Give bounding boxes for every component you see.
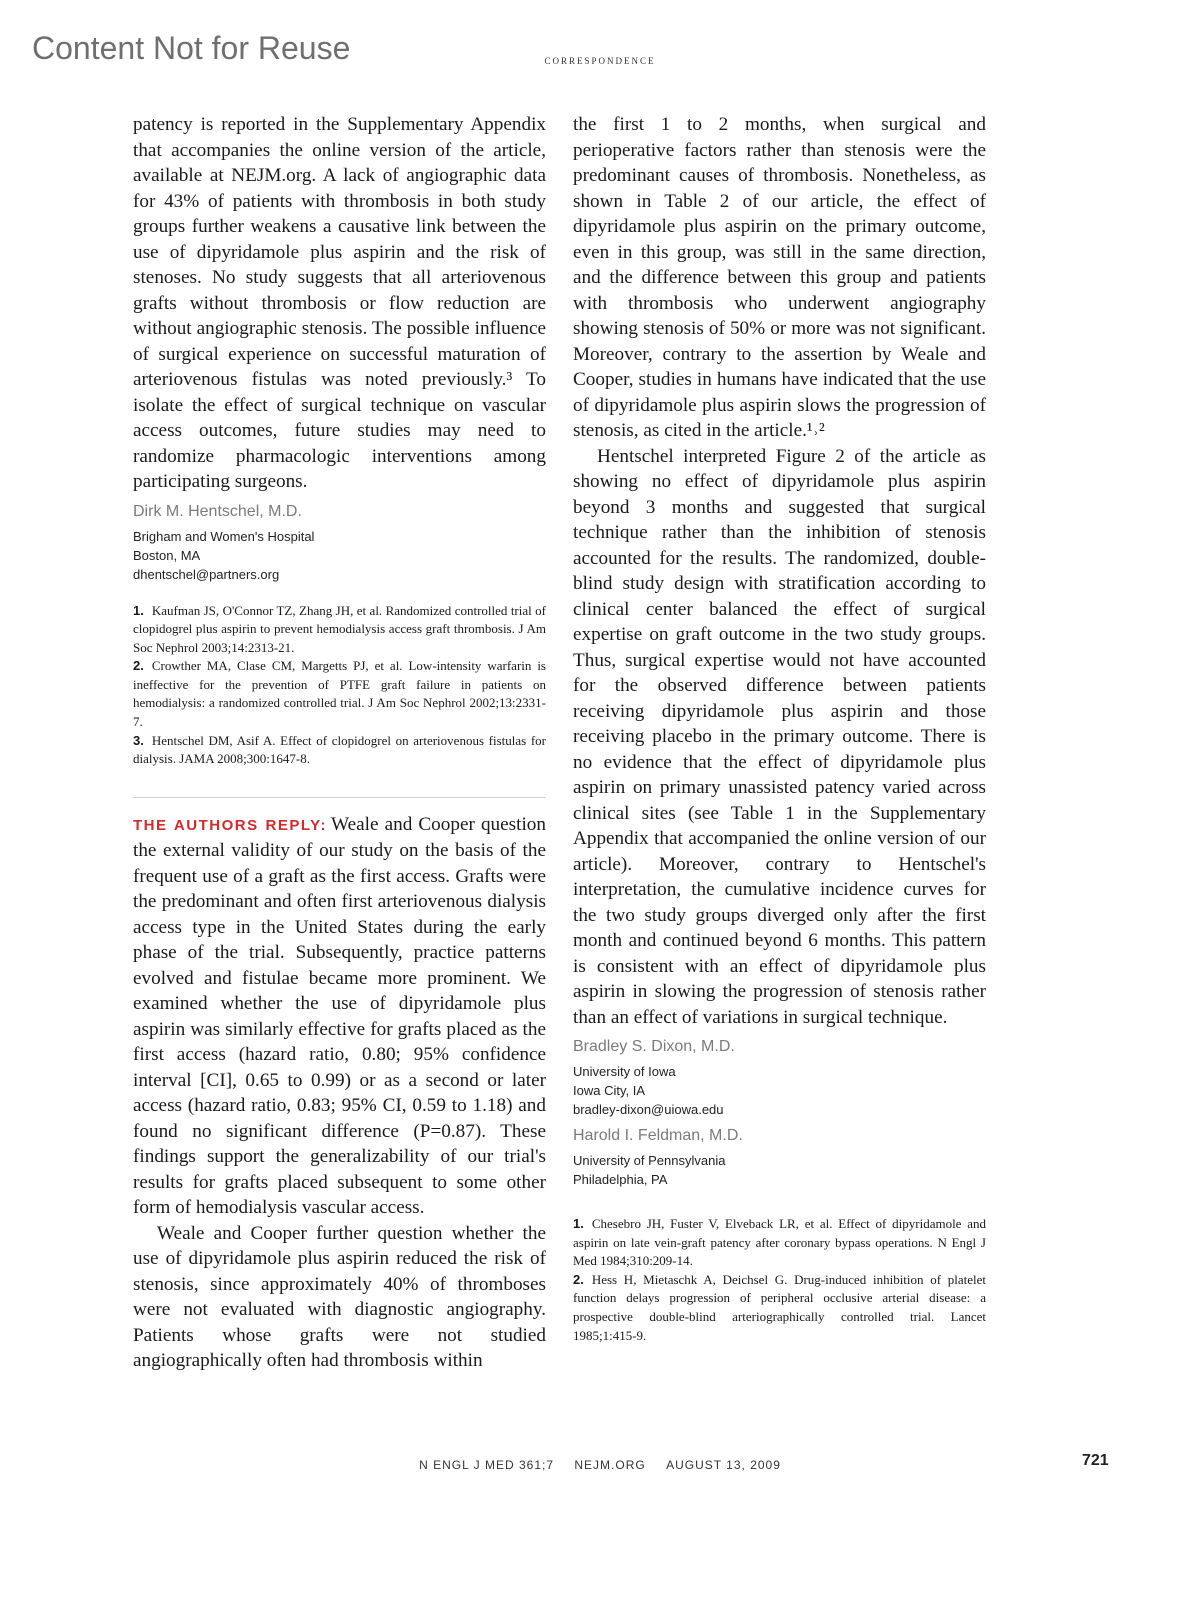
reply-paragraph: Hentschel interpreted Figure 2 of the article as showing no effect of dipyridamole plus aspirin beyond 3 months and suggested that surgical technique rather than the inhibition of stenosis accounted for the results. The randomized, double-blind study design with stratification according to clinical center balanced the effect of surgical expertise on graft outcome in the two study groups. Thus, surgical expertise would not have accounted for the observed difference between patients receiving dipyridamole plus aspirin and those receiving placebo in the primary outcome. There is no evidence that the effect of dipyridamole plus aspirin on primary unassisted patency varied across clinical sites (see Table 1 in the Supplementary Appendix that accompanied the online version of our article). Moreover, contrary to Hentschel's interpretation, the cumulative incidence curves for the two study groups diverged only after the first month and continued beyond 6 months. This pattern is consistent with an effect of dipyridamole plus aspirin in slowing the progression of stenosis rather than an effect of variations in surgical technique.	[573, 445, 986, 1028]
reply-paragraph: THE AUTHORS REPLY: Weale and Cooper question the external validity of our study on the basis of the frequent use of a graft as the first access. Grafts were the predominant and often first arteriovenous dialysis access type in the United States during the early phase of the trial. Subsequently, practice patterns evolved and fistulae became more prominent. We examined whether the use of dipyridamole plus aspirin was similarly effective for grafts placed as the first access (hazard ratio, 0.80; 95% confidence interval [CI], 0.65 to 0.99) or as a second or later access (hazard ratio, 0.83; 95% CI, 0.59 to 1.18) and found no significant difference (P=0.87). These findings support the generalizability of our trial's results for grafts placed subsequent to some other form of hemodialysis vascular access.	[133, 813, 546, 1219]
letter-paragraph: patency is reported in the Supplementary Appendix that accompanies the online version of the article, available at NEJM.org. A lack of angiographic data for 43% of patients with thrombosis in both study groups further weakens a causative link between the use of dipyridamole plus aspirin and the risk of stenoses. No study suggests that all arteriovenous grafts without thrombosis or flow reduction are without angiographic stenosis. The possible influence of surgical experience on successful maturation of arteriovenous fistulas was noted previously.³ To isolate the effect of surgical technique on vascular access outcomes, future studies may need to randomize pharmacologic interventions among participating surgeons.	[133, 114, 546, 492]
author-location: Boston, MA	[133, 547, 201, 563]
author-name: Dirk M. Hentschel, M.D.	[133, 502, 302, 520]
reference-item: 3. Hentschel DM, Asif A. Effect of clopidogrel on arteriovenous fistulas for dialysis. JAMA 2008;300:1647-8.	[133, 732, 546, 767]
author-location: Iowa City, IA	[573, 1083, 646, 1098]
reply-heading: THE AUTHORS REPLY:	[133, 816, 328, 834]
reference-item: 2. Hess H, Mietaschk A, Deichsel G. Drug-induced inhibition of platelet function delays progression of peripheral occlusive arterial disease: a prospective double-blind arteriographically controlled trial. Lancet 1985;1:415-9.	[573, 1271, 986, 1343]
left-column	[133, 112, 546, 1374]
author-affiliation: University of Pennsylvania	[573, 1153, 726, 1168]
author-affiliation: Brigham and Women's Hospital	[133, 528, 315, 544]
reference-item: 1. Kaufman JS, O'Connor TZ, Zhang JH, et al. Randomized controlled trial of clopidogrel plus aspirin to prevent hemodialysis access graft thrombosis. J Am Soc Nephrol 2003;14:2313-21.	[133, 602, 546, 655]
journal-site: NEJM.ORG	[574, 1458, 646, 1472]
page-footer	[0, 1458, 1200, 1472]
author-email[interactable]: dhentschel@partners.org	[133, 566, 280, 582]
watermark: Content Not for Reuse	[32, 30, 351, 66]
issue-date: AUGUST 13, 2009	[666, 1458, 781, 1472]
journal-citation: N ENGL J MED 361;7	[419, 1458, 555, 1472]
reference-item: 1. Chesebro JH, Fuster V, Elveback LR, et al. Effect of dipyridamole and aspirin on late vein-graft patency after coronary bypass operations. N Engl J Med 1984;310:209-14.	[573, 1216, 986, 1269]
reference-item: 2. Crowther MA, Clase CM, Margetts PJ, et al. Low-intensity warfarin is ineffective for the prevention of PTFE graft failure in patients on hemodialysis: a randomized controlled trial. J Am Soc Nephrol 2002;13:2331-7.	[133, 658, 546, 730]
author-name: Bradley S. Dixon, M.D.	[573, 1038, 735, 1055]
reference-list	[573, 1215, 986, 1345]
reference-list	[133, 602, 546, 769]
section-divider	[133, 797, 546, 798]
author-affiliation: University of Iowa	[573, 1064, 676, 1079]
author-location: Philadelphia, PA	[573, 1172, 668, 1187]
page-number: 721	[1082, 1452, 1109, 1469]
reply-paragraph: the first 1 to 2 months, when surgical and perioperative factors rather than stenosis were the predominant causes of thrombosis. Nonetheless, as shown in Table 2 of our article, the effect of dipyridamole plus aspirin on the primary outcome, even in this group, was still in the same direction, and the difference between this group and patients with thrombosis who underwent angiography showing stenosis of 50% or more was not significant. Moreover, contrary to the assertion by Weale and Cooper, studies in humans have indicated that the use of dipyridamole plus aspirin slows the progression of stenosis, as cited in the article.¹˒²	[573, 114, 986, 441]
author-name: Harold I. Feldman, M.D.	[573, 1127, 743, 1144]
author-email[interactable]: bradley-dixon@uiowa.edu	[573, 1102, 724, 1117]
right-column	[573, 112, 986, 1345]
reply-paragraph: Weale and Cooper further question whether the use of dipyridamole plus aspirin reduced the risk of stenosis, since approximately 40% of thromboses were not evaluated with diagnostic angiography. Patients whose grafts were not studied angiographically often had thrombosis within	[133, 1222, 546, 1372]
running-head: correspondence	[544, 52, 656, 67]
